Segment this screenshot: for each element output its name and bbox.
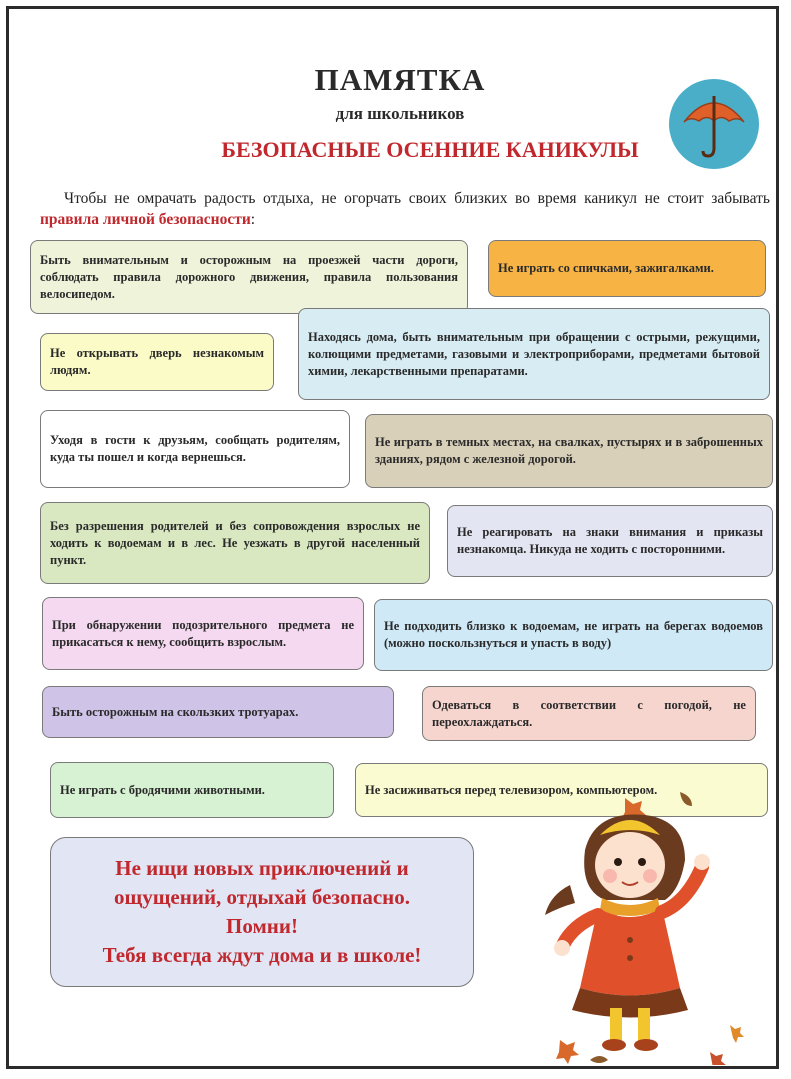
rule-box-strangers <box>447 505 773 577</box>
rule-text: Не засиживаться перед телевизором, компьютером. <box>365 782 658 797</box>
rule-box-water-banks <box>374 599 773 671</box>
rule-text: Не играть в темных местах, на свалках, пустырях и в заброшенных зданиях, рядом с железной дорогой. <box>375 435 763 466</box>
rule-box-dark-places <box>365 414 773 488</box>
page-title: ПАМЯТКА <box>314 62 486 97</box>
rule-box-weather <box>422 686 756 741</box>
page-subtitle: для школьников <box>335 104 465 123</box>
footer-line: Помни! <box>226 914 298 938</box>
rule-box-matches <box>488 240 766 297</box>
rule-text: Уходя в гости к друзьям, сообщать родителям, куда ты пошел и когда вернешься. <box>50 433 340 464</box>
footer-message <box>50 837 474 987</box>
intro-highlight: правила личной безопасности <box>40 211 251 228</box>
rule-text: Без разрешения родителей и без сопровождения взрослых не ходить к водоемам и в лес. Не уезжать в другой населенный пункт. <box>50 518 420 567</box>
intro-paragraph <box>40 188 770 230</box>
intro-end: : <box>250 211 256 228</box>
rule-text: Не играть с бродячими животными. <box>60 782 265 797</box>
umbrella-icon <box>668 78 760 170</box>
rule-text: Не реагировать на знаки внимания и приказы незнакомца. Никуда не ходить с посторонними. <box>457 525 763 556</box>
rule-box-home-safety <box>298 308 770 400</box>
footer-line: Тебя всегда ждут дома и в школе! <box>102 943 422 967</box>
rule-box-visiting <box>40 410 350 488</box>
rule-box-water-forest <box>40 502 430 584</box>
rule-text: Не играть со спичками, зажигалками. <box>498 261 714 275</box>
rule-box-animals <box>50 762 334 818</box>
rule-text: Быть осторожным на скользких тротуарах. <box>52 704 299 719</box>
rule-text: Находясь дома, быть внимательным при обращении с острыми, режущими, колющими предметами, газовыми и электроприборами, предметами бытовой химии, лекарственными препаратами. <box>308 329 760 378</box>
rule-box-slippery <box>42 686 394 738</box>
page-heading: БЕЗОПАСНЫЕ ОСЕННИЕ КАНИКУЛЫ <box>221 137 639 162</box>
footer-line: ощущений, отдыхай безопасно. <box>113 885 411 909</box>
rule-box-road <box>30 240 468 314</box>
rule-text: Не открывать дверь незнакомым людям. <box>50 346 264 377</box>
rule-text: Не подходить близко к водоемам, не играть на берегах водоемов (можно поскользнуться и упасть в воду) <box>384 619 763 650</box>
footer-line: Не ищи новых приключений и <box>115 856 409 880</box>
intro-text: Чтобы не омрачать радость отдыха, не огорчать своих близких во время каникул не стоит забывать <box>64 190 770 207</box>
autumn-girl-illustration <box>530 790 760 1065</box>
rule-text: Одеваться в соответствии с погодой, не переохлаждаться. <box>432 697 746 729</box>
rule-box-door <box>40 333 274 391</box>
rule-text: Быть внимательным и осторожным на проезжей части дороги, соблюдать правила дорожного движения, правила пользования велосипедом. <box>40 252 458 301</box>
rule-text: При обнаружении подозрительного предмета не прикасаться к нему, сообщить взрослым. <box>52 617 354 649</box>
rule-box-suspicious-object <box>42 597 364 670</box>
